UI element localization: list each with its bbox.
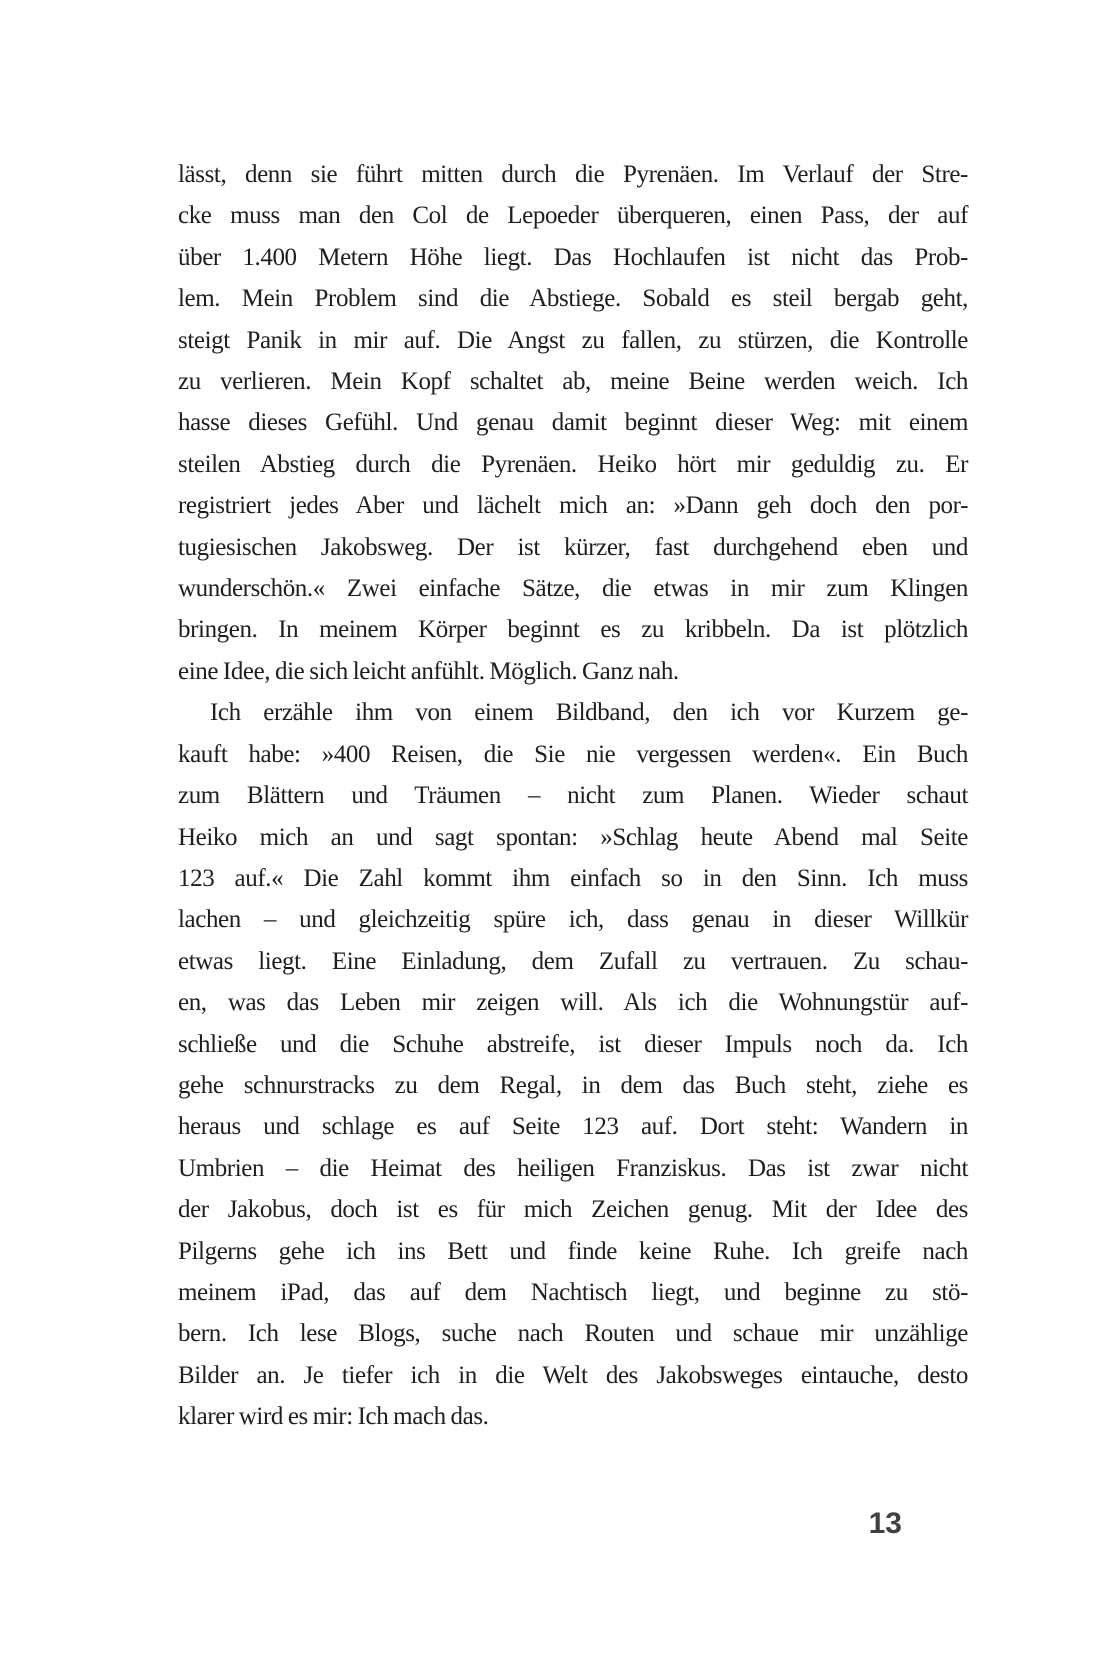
text-line: Bilder an. Je tiefer ich in die Welt des Jakobsweges eintauche, desto: [178, 1361, 968, 1389]
text-line-paragraph-start: Ich erzähle ihm von einem Bildband, den ich vor Kurzem ge-: [210, 699, 968, 727]
text-line: steilen Abstieg durch die Pyrenäen. Heiko hört mir geduldig zu. Er: [178, 450, 968, 478]
text-line: en, was das Leben mir zeigen will. Als ich die Wohnungstür auf-: [178, 989, 968, 1017]
text-line: der Jakobus, doch ist es für mich Zeichen genug. Mit der Idee des: [178, 1196, 968, 1224]
text-line-paragraph-end: eine Idee, die sich leicht anfühlt. Möglich. Ganz nah.: [178, 657, 679, 685]
text-line: gehe schnurstracks zu dem Regal, in dem das Buch steht, ziehe es: [178, 1071, 968, 1099]
text-line: steigt Panik in mir auf. Die Angst zu fallen, zu stürzen, die Kontrolle: [178, 326, 968, 354]
text-line: tugiesischen Jakobsweg. Der ist kürzer, fast durchgehend eben und: [178, 533, 968, 561]
page-number: 13: [868, 1507, 902, 1540]
text-line: zu verlieren. Mein Kopf schaltet ab, meine Beine werden weich. Ich: [178, 368, 968, 396]
text-line: Umbrien – die Heimat des heiligen Franziskus. Das ist zwar nicht: [178, 1154, 968, 1182]
text-line: etwas liegt. Eine Einladung, dem Zufall zu vertrauen. Zu schau-: [178, 947, 968, 975]
text-line: kauft habe: »400 Reisen, die Sie nie vergessen werden«. Ein Buch: [178, 740, 968, 768]
text-line: lachen – und gleichzeitig spüre ich, dass genau in dieser Willkür: [178, 906, 968, 934]
text-line: lem. Mein Problem sind die Abstiege. Sobald es steil bergab geht,: [178, 285, 968, 313]
text-line: cke muss man den Col de Lepoeder überqueren, einen Pass, der auf: [178, 202, 968, 230]
text-line: heraus und schlage es auf Seite 123 auf. Dort steht: Wandern in: [178, 1113, 968, 1141]
text-line: zum Blättern und Träumen – nicht zum Planen. Wieder schaut: [178, 782, 968, 810]
text-line: registriert jedes Aber und lächelt mich an: »Dann geh doch den por-: [178, 492, 968, 520]
text-line: lässt, denn sie führt mitten durch die Pyrenäen. Im Verlauf der Stre-: [178, 161, 968, 188]
body-text: [178, 154, 968, 1438]
text-line: hasse dieses Gefühl. Und genau damit beginnt dieser Weg: mit einem: [178, 409, 968, 437]
text-line-paragraph-end: klarer wird es mir: Ich mach das.: [178, 1403, 489, 1431]
text-line: 123 auf.« Die Zahl kommt ihm einfach so in den Sinn. Ich muss: [178, 864, 968, 892]
text-line: meinem iPad, das auf dem Nachtisch liegt, und beginne zu stö-: [178, 1278, 968, 1306]
text-line: Heiko mich an und sagt spontan: »Schlag heute Abend mal Seite: [178, 823, 968, 851]
text-line: bringen. In meinem Körper beginnt es zu kribbeln. Da ist plötzlich: [178, 616, 968, 644]
text-line: schließe und die Schuhe abstreife, ist dieser Impuls noch da. Ich: [178, 1030, 968, 1058]
text-line: Pilgerns gehe ich ins Bett und finde keine Ruhe. Ich greife nach: [178, 1237, 968, 1265]
text-line: über 1.400 Metern Höhe liegt. Das Hochlaufen ist nicht das Prob-: [178, 243, 968, 271]
text-line: bern. Ich lese Blogs, suche nach Routen und schaue mir unzählige: [178, 1320, 968, 1348]
text-line: wunderschön.« Zwei einfache Sätze, die etwas in mir zum Klingen: [178, 575, 968, 603]
